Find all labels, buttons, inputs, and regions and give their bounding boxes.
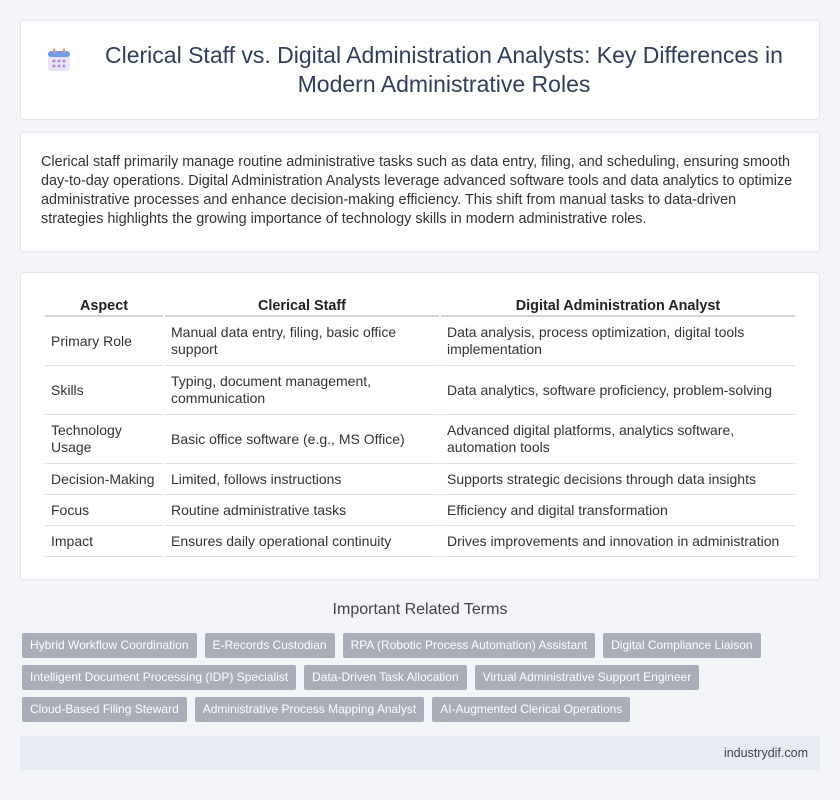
- table-row: [45, 415, 795, 464]
- table-cell-analyst: Supports strategic decisions through data insights: [441, 464, 795, 495]
- column-header-clerical-staff: Clerical Staff: [165, 293, 439, 317]
- table-cell-aspect: Impact: [45, 526, 163, 557]
- table-row: [45, 366, 795, 415]
- intro-card: [20, 132, 820, 252]
- related-term-tag[interactable]: RPA (Robotic Process Automation) Assistant: [343, 633, 596, 658]
- table-cell-aspect: Technology Usage: [45, 415, 163, 464]
- column-header-aspect: Aspect: [45, 293, 163, 317]
- table-cell-analyst: Data analysis, process optimization, digital tools implementation: [441, 317, 795, 366]
- table-cell-aspect: Primary Role: [45, 317, 163, 366]
- table-cell-analyst: Drives improvements and innovation in administration: [441, 526, 795, 557]
- related-term-tag[interactable]: Cloud-Based Filing Steward: [22, 697, 187, 722]
- intro-text: Clerical staff primarily manage routine administrative tasks such as data entry, filing, and scheduling, ensuring smooth day-to-day operations. Digital Administration Analysts leverage advanced software tools and data analytics to optimize administrative processes and enhance decision-making efficiency. This shift from manual tasks to data-driven strategies highlights the growing importance of technology skills in modern administrative roles.: [41, 154, 793, 227]
- column-header-digital-analyst: Digital Administration Analyst: [441, 293, 795, 317]
- comparison-table: [43, 293, 797, 557]
- footer-site-link[interactable]: industrydif.com: [723, 746, 808, 760]
- table-cell-clerical: Ensures daily operational continuity: [165, 526, 439, 557]
- table-cell-aspect: Focus: [45, 495, 163, 526]
- table-header-row: [45, 293, 795, 317]
- page-title: Clerical Staff vs. Digital Administration Analysts: Key Differences in Modern Administrative Roles: [105, 42, 783, 97]
- table-cell-analyst: Data analytics, software proficiency, problem-solving: [441, 366, 795, 415]
- table-cell-clerical: Typing, document management, communication: [165, 366, 439, 415]
- header-card: [20, 20, 820, 120]
- comparison-table-card: [20, 272, 820, 580]
- table-row: [45, 495, 795, 526]
- table-cell-clerical: Manual data entry, filing, basic office support: [165, 317, 439, 366]
- table-row: [45, 526, 795, 557]
- related-term-tag[interactable]: Data-Driven Task Allocation: [304, 665, 467, 690]
- table-cell-analyst: Efficiency and digital transformation: [441, 495, 795, 526]
- related-terms-title: Important Related Terms: [332, 601, 508, 618]
- table-cell-clerical: Routine administrative tasks: [165, 495, 439, 526]
- related-term-tag[interactable]: Digital Compliance Liaison: [603, 633, 760, 658]
- related-term-tag[interactable]: Intelligent Document Processing (IDP) Specialist: [22, 665, 296, 690]
- table-cell-clerical: Basic office software (e.g., MS Office): [165, 415, 439, 464]
- table-cell-aspect: Decision-Making: [45, 464, 163, 495]
- calendar-icon: [46, 47, 72, 73]
- table-cell-analyst: Advanced digital platforms, analytics software, automation tools: [441, 415, 795, 464]
- footer: [20, 736, 820, 770]
- table-row: [45, 317, 795, 366]
- table-cell-clerical: Limited, follows instructions: [165, 464, 439, 495]
- related-term-tag[interactable]: E-Records Custodian: [205, 633, 335, 658]
- related-term-tag[interactable]: Hybrid Workflow Coordination: [22, 633, 197, 658]
- related-term-tag[interactable]: AI-Augmented Clerical Operations: [432, 697, 630, 722]
- related-terms-list: [22, 633, 822, 722]
- table-row: [45, 464, 795, 495]
- table-cell-aspect: Skills: [45, 366, 163, 415]
- related-term-tag[interactable]: Administrative Process Mapping Analyst: [195, 697, 424, 722]
- related-term-tag[interactable]: Virtual Administrative Support Engineer: [475, 665, 700, 690]
